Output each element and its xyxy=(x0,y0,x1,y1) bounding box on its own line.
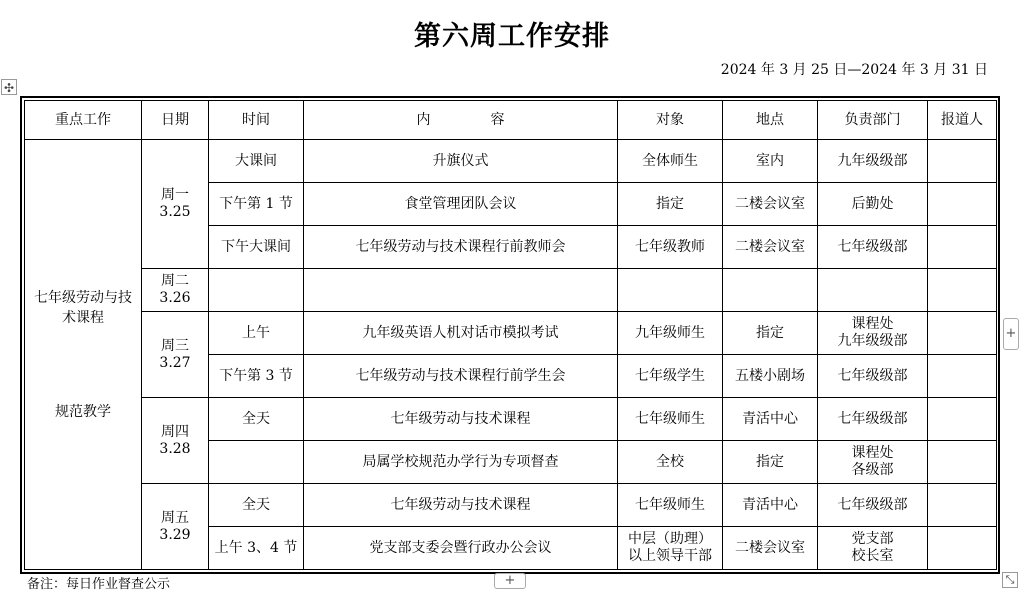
reporter-cell[interactable] xyxy=(928,183,997,226)
add-column-button[interactable]: + xyxy=(1003,318,1019,350)
content-cell[interactable]: 党支部支委会暨行政办公会议 xyxy=(304,527,618,570)
day-cell-fri[interactable] xyxy=(142,484,209,570)
dept-cell[interactable]: 后勤处 xyxy=(818,183,928,226)
schedule-table-frame xyxy=(20,96,1000,574)
location-cell[interactable]: 二楼会议室 xyxy=(723,183,818,226)
content-cell[interactable]: 局属学校规范办学行为专项督查 xyxy=(304,441,618,484)
content-cell[interactable]: 食堂管理团队会议 xyxy=(304,183,618,226)
table-row xyxy=(25,398,997,441)
target-cell[interactable]: 七年级教师 xyxy=(618,226,723,269)
header-focus[interactable]: 重点工作 xyxy=(25,101,142,140)
table-row xyxy=(25,269,997,312)
day-date: 3.27 xyxy=(159,354,191,371)
location-cell[interactable]: 二楼会议室 xyxy=(723,527,818,570)
reporter-cell[interactable] xyxy=(928,226,997,269)
location-cell[interactable]: 二楼会议室 xyxy=(723,226,818,269)
day-date: 3.28 xyxy=(159,440,191,457)
header-content[interactable] xyxy=(304,101,618,140)
table-resize-handle-icon[interactable]: ⤡ xyxy=(1002,572,1018,588)
table-row xyxy=(25,484,997,527)
reporter-cell[interactable] xyxy=(928,140,997,183)
reporter-cell[interactable] xyxy=(928,398,997,441)
dept-line2: 各级部 xyxy=(851,462,894,478)
time-cell[interactable]: 大课间 xyxy=(209,140,304,183)
reporter-cell[interactable] xyxy=(928,484,997,527)
table-move-handle-icon[interactable]: ✣ xyxy=(1,79,17,95)
focus-line2: 术课程 xyxy=(62,310,104,326)
header-content-part2: 容 xyxy=(490,111,505,128)
content-cell[interactable]: 九年级英语人机对话市模拟考试 xyxy=(304,312,618,355)
location-cell[interactable]: 青活中心 xyxy=(723,484,818,527)
time-cell[interactable]: 下午第 1 节 xyxy=(209,183,304,226)
dept-line2: 九年级级部 xyxy=(837,333,908,349)
location-cell[interactable]: 青活中心 xyxy=(723,398,818,441)
time-cell[interactable]: 下午大课间 xyxy=(209,226,304,269)
day-cell-wed[interactable] xyxy=(142,312,209,398)
day-date: 3.25 xyxy=(159,204,191,220)
target-cell[interactable] xyxy=(618,527,723,570)
day-label: 周一 xyxy=(161,187,189,203)
header-time[interactable]: 时间 xyxy=(209,101,304,140)
reporter-cell[interactable] xyxy=(928,312,997,355)
header-content-part1: 内 xyxy=(416,111,431,128)
schedule-table xyxy=(24,100,997,570)
target-cell[interactable] xyxy=(618,269,723,312)
page-title: 第六周工作安排 xyxy=(414,21,610,52)
header-target[interactable]: 对象 xyxy=(618,101,723,140)
day-label: 周四 xyxy=(161,423,189,440)
footer-note: 备注：每日作业督查公示 xyxy=(27,577,171,592)
location-cell[interactable]: 室内 xyxy=(723,140,818,183)
dept-cell[interactable] xyxy=(818,527,928,570)
dept-cell[interactable] xyxy=(818,441,928,484)
dept-cell[interactable] xyxy=(818,312,928,355)
header-location[interactable]: 地点 xyxy=(723,101,818,140)
header-department[interactable]: 负责部门 xyxy=(818,101,928,140)
target-cell[interactable]: 九年级师生 xyxy=(618,312,723,355)
day-label: 周五 xyxy=(161,509,189,526)
header-reporter[interactable]: 报道人 xyxy=(928,101,997,140)
target-cell[interactable]: 全校 xyxy=(618,441,723,484)
focus-line1: 七年级劳动与技 xyxy=(34,290,132,306)
dept-cell[interactable] xyxy=(818,269,928,312)
location-cell[interactable] xyxy=(723,269,818,312)
target-cell[interactable]: 七年级师生 xyxy=(618,484,723,527)
location-cell[interactable]: 五楼小剧场 xyxy=(723,355,818,398)
content-cell[interactable]: 七年级劳动与技术课程 xyxy=(304,398,618,441)
content-cell[interactable] xyxy=(304,269,618,312)
dept-cell[interactable]: 九年级级部 xyxy=(818,140,928,183)
day-cell-mon[interactable] xyxy=(142,140,209,269)
content-cell[interactable]: 七年级劳动与技术课程行前学生会 xyxy=(304,355,618,398)
day-cell-tue[interactable] xyxy=(142,269,209,312)
reporter-cell[interactable] xyxy=(928,527,997,570)
time-cell[interactable]: 下午第 3 节 xyxy=(209,355,304,398)
header-date[interactable]: 日期 xyxy=(142,101,209,140)
time-cell[interactable]: 上午 xyxy=(209,312,304,355)
dept-cell[interactable]: 七年级级部 xyxy=(818,398,928,441)
day-date: 3.29 xyxy=(159,526,191,543)
table-header-row xyxy=(25,101,997,140)
time-cell[interactable] xyxy=(209,441,304,484)
content-cell[interactable]: 升旗仪式 xyxy=(304,140,618,183)
day-date: 3.26 xyxy=(159,290,191,306)
date-range: 2024 年 3 月 25 日—2024 年 3 月 31 日 xyxy=(720,62,988,78)
dept-cell[interactable]: 七年级级部 xyxy=(818,484,928,527)
day-label: 周三 xyxy=(161,337,189,354)
dept-line1: 党支部 xyxy=(851,531,894,547)
day-label: 周二 xyxy=(161,273,189,289)
reporter-cell[interactable] xyxy=(928,355,997,398)
table-row xyxy=(25,140,997,183)
dept-cell[interactable]: 七年级级部 xyxy=(818,355,928,398)
dept-line1: 课程处 xyxy=(851,445,894,461)
table-row xyxy=(25,312,997,355)
content-cell[interactable]: 七年级劳动与技术课程 xyxy=(304,484,618,527)
reporter-cell[interactable] xyxy=(928,269,997,312)
content-cell[interactable]: 七年级劳动与技术课程行前教师会 xyxy=(304,226,618,269)
dept-line1: 课程处 xyxy=(851,316,894,332)
target-cell[interactable]: 指定 xyxy=(618,183,723,226)
target-cell[interactable]: 七年级学生 xyxy=(618,355,723,398)
target-line1: 中层（助理） xyxy=(628,531,712,547)
time-cell[interactable]: 全天 xyxy=(209,484,304,527)
dept-cell[interactable]: 七年级级部 xyxy=(818,226,928,269)
dept-line2: 校长室 xyxy=(851,548,894,564)
add-row-button[interactable]: + xyxy=(494,573,526,589)
target-cell[interactable]: 七年级师生 xyxy=(618,398,723,441)
time-cell[interactable] xyxy=(209,269,304,312)
target-line2: 以上领导干部 xyxy=(628,548,712,564)
target-cell[interactable]: 全体师生 xyxy=(618,140,723,183)
focus-cell[interactable] xyxy=(25,140,142,570)
day-cell-thu[interactable] xyxy=(142,398,209,484)
reporter-cell[interactable] xyxy=(928,441,997,484)
focus-line3: 规范教学 xyxy=(55,404,111,420)
location-cell[interactable]: 指定 xyxy=(723,312,818,355)
time-cell[interactable]: 全天 xyxy=(209,398,304,441)
location-cell[interactable]: 指定 xyxy=(723,441,818,484)
time-cell[interactable]: 上午 3、4 节 xyxy=(209,527,304,570)
